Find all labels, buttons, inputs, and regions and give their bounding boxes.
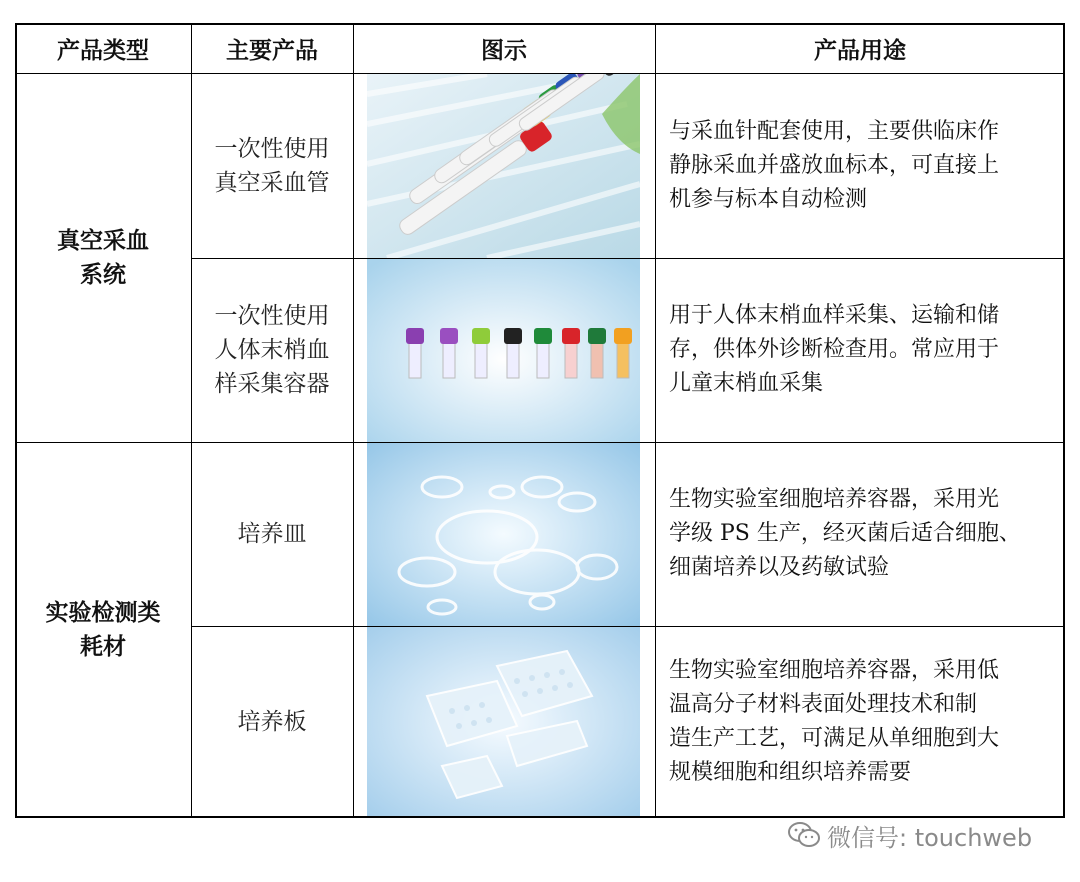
product-line: 一次性使用 (214, 136, 330, 162)
product-culture-plate: 培养板 (237, 709, 307, 735)
usage-line: 生物实验室细胞培养容器，采用光 (669, 487, 1000, 512)
header-usage: 产品用途 (814, 38, 906, 64)
usage-petri-dish (655, 442, 1065, 626)
category-line: 真空采血 (57, 228, 149, 254)
header-divider (15, 73, 1065, 74)
culture-plates-photo (367, 626, 640, 818)
usage-line: 与采血针配套使用，主要供临床作 (669, 119, 1000, 144)
table-border-right (1063, 23, 1065, 818)
product-line: 真空采血管 (214, 170, 330, 196)
row-divider (191, 626, 1065, 627)
usage-line: 儿童末梢血采集 (669, 371, 824, 396)
product-table (15, 23, 1065, 818)
category-lab-consumables (15, 442, 191, 818)
product-petri-dish: 培养皿 (237, 521, 307, 547)
watermark (787, 815, 1032, 855)
header-product-type: 产品类型 (57, 38, 149, 64)
micro-collection-containers-photo (367, 258, 640, 442)
usage-line: 造生产工艺，可满足从单细胞到大 (669, 726, 1000, 751)
usage-line: 生物实验室细胞培养容器，采用低 (669, 658, 1000, 683)
usage-line: 用于人体末梢血样采集、运输和储 (669, 303, 1000, 328)
wechat-icon (787, 821, 821, 849)
column-divider (353, 23, 354, 818)
product-line: 人体末梢血 (214, 337, 330, 363)
usage-line: 温高分子材料表面处理技术和制 (669, 692, 978, 717)
usage-line: 学级 PS 生产，经灭菌后适合细胞、 (669, 521, 1021, 546)
petri-dishes-photo (367, 442, 640, 626)
header-main-product: 主要产品 (226, 38, 318, 64)
usage-line: 细菌培养以及药敏试验 (669, 555, 890, 580)
header-illustration: 图示 (481, 38, 527, 64)
usage-line: 机参与标本自动检测 (669, 187, 868, 212)
category-line: 系统 (80, 262, 126, 288)
product-line: 样采集容器 (214, 371, 330, 397)
column-divider (191, 23, 192, 818)
product-micro-container (191, 258, 353, 442)
category-line: 实验检测类 (45, 600, 161, 626)
usage-line: 规模细胞和组织培养需要 (669, 760, 912, 785)
usage-vacuum-tube (655, 74, 1065, 258)
product-vacuum-tube (191, 74, 353, 258)
row-divider (191, 258, 1065, 259)
column-divider (655, 23, 656, 818)
category-vacuum-blood-system (15, 74, 191, 442)
category-line: 耗材 (80, 634, 126, 660)
usage-culture-plate (655, 626, 1065, 818)
table-border-left (15, 23, 17, 818)
table-border-top (15, 23, 1065, 25)
watermark-text: 微信号: touchweb (827, 823, 1033, 852)
row-divider (15, 442, 1065, 443)
usage-micro-container (655, 258, 1065, 442)
blood-collection-tubes-photo (367, 74, 640, 258)
usage-line: 存，供体外诊断检查用。常应用于 (669, 337, 1000, 362)
product-line: 一次性使用 (214, 303, 330, 329)
usage-line: 静脉采血并盛放血标本，可直接上 (669, 153, 1000, 178)
